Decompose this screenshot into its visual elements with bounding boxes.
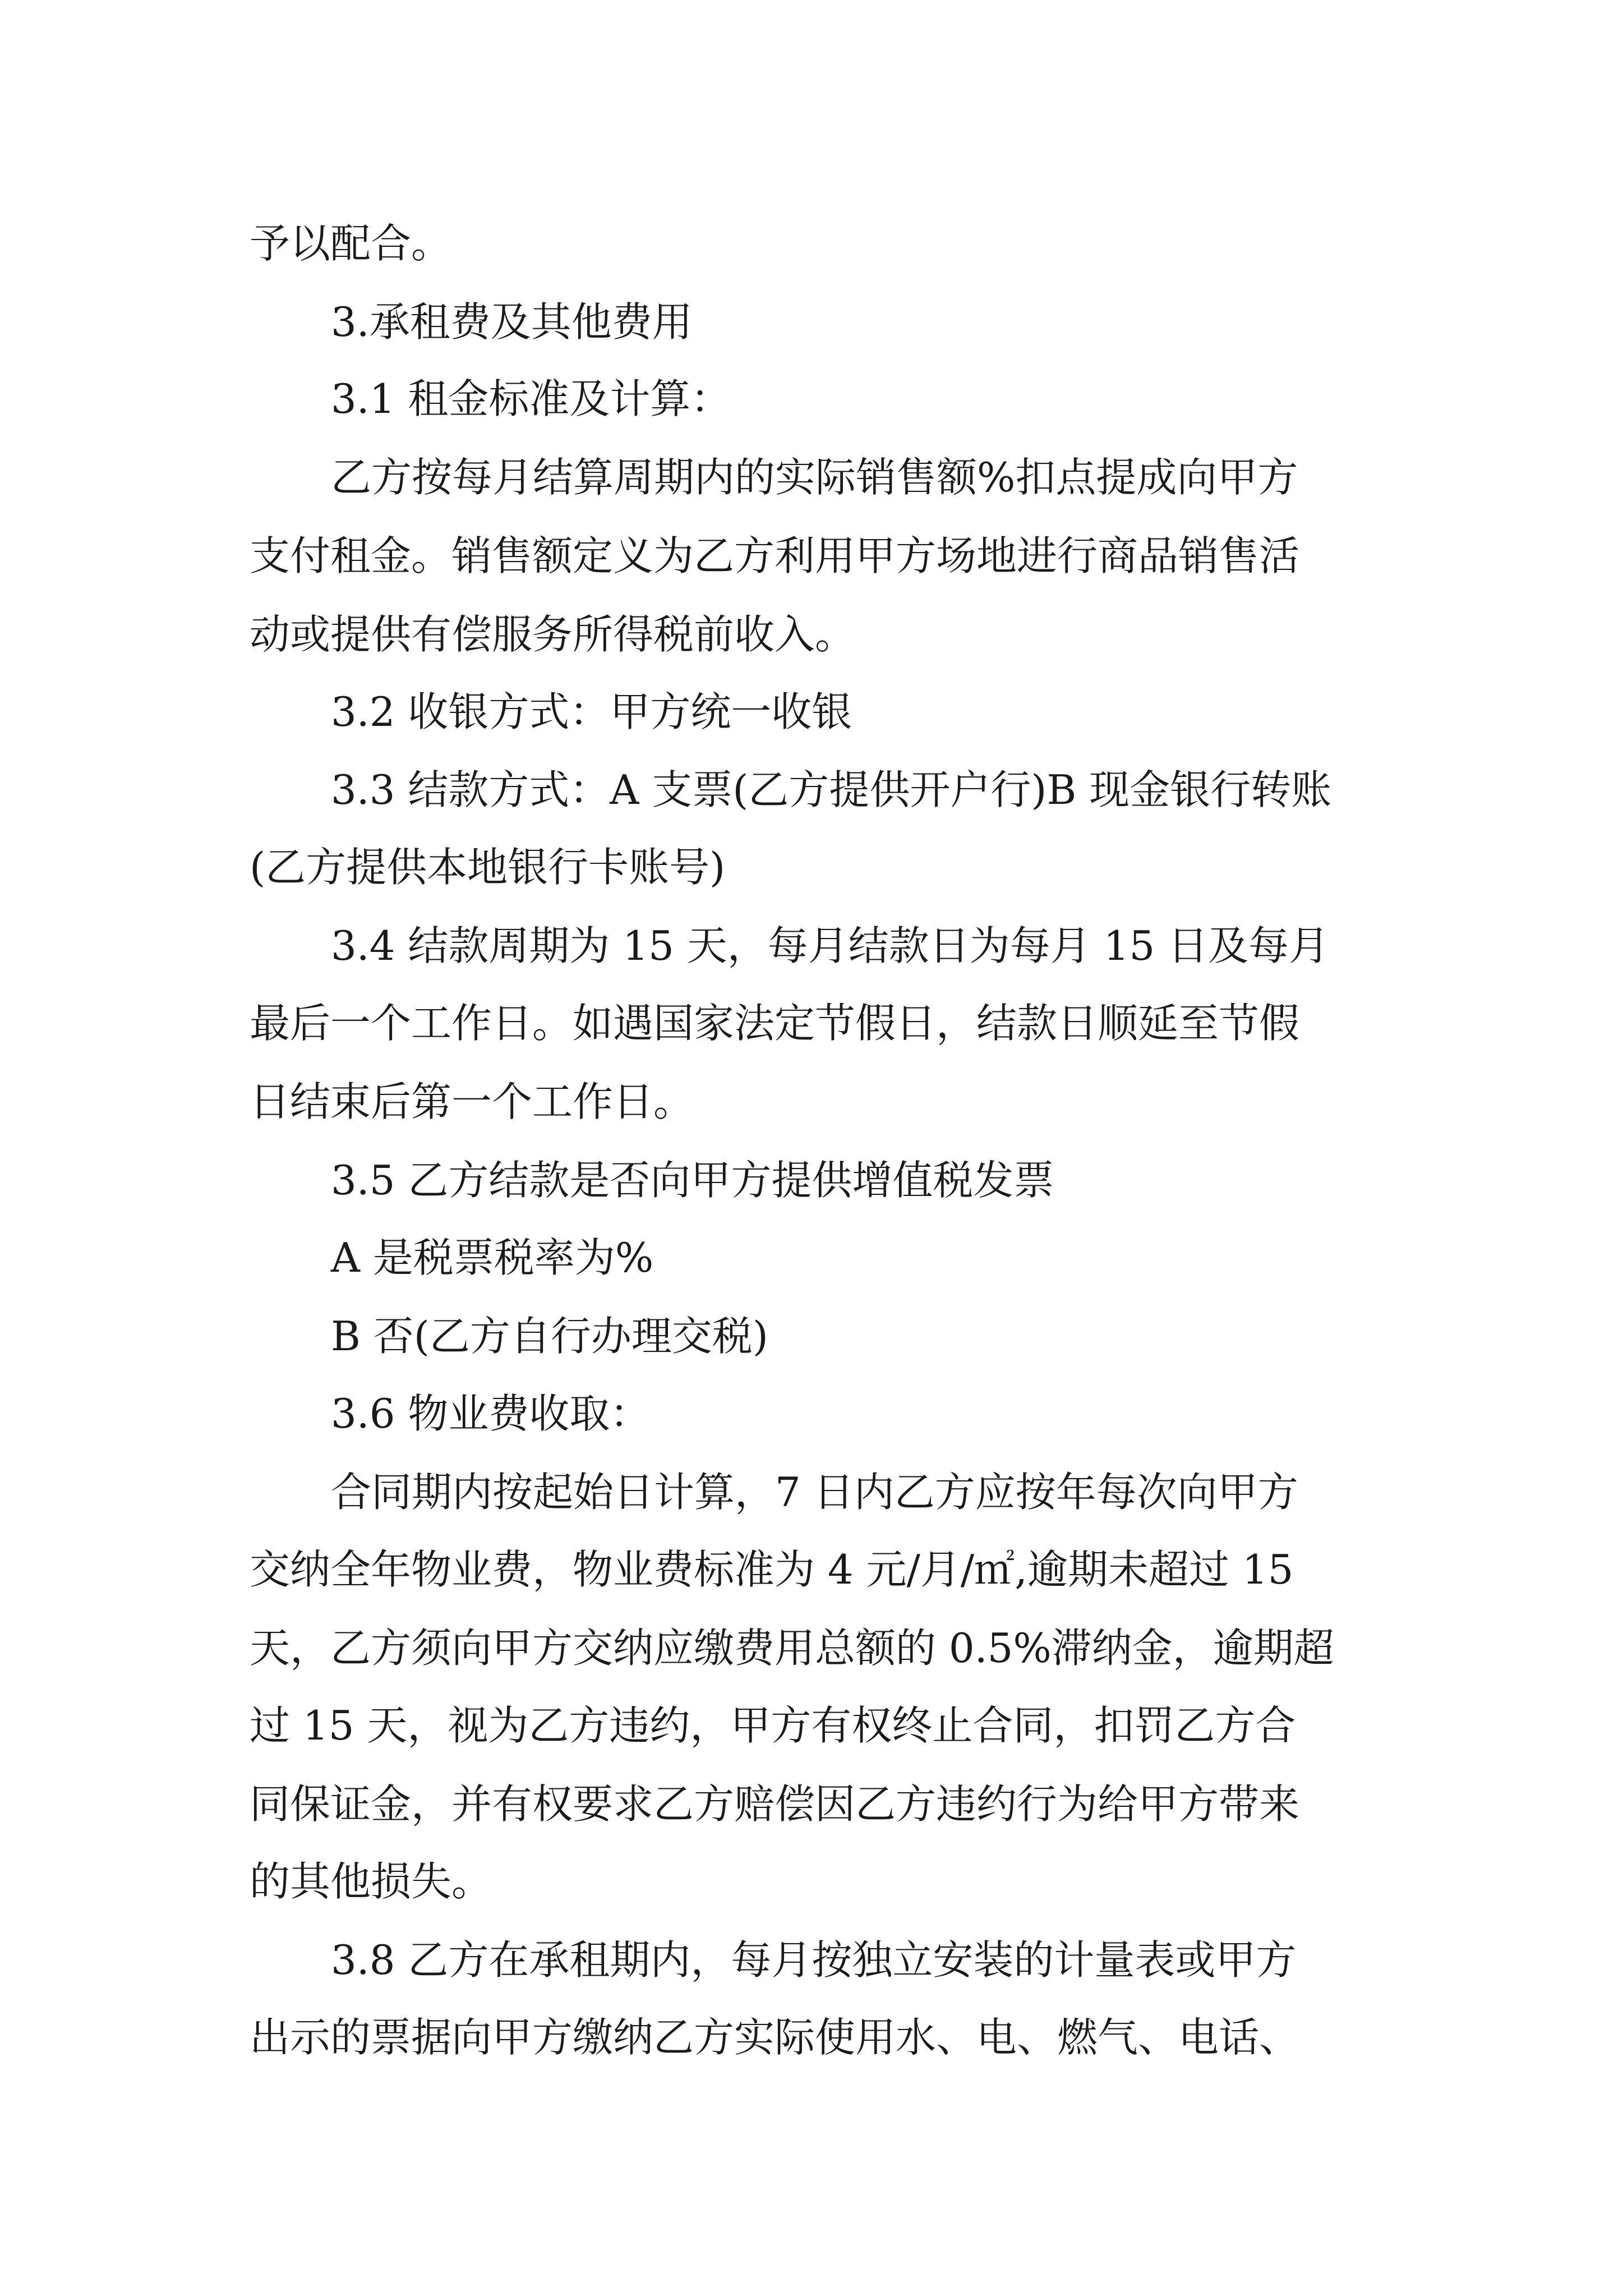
subsection-heading: 3.6 物业费收取：: [331, 1390, 651, 1437]
option-line: B 否(乙方自行办理交税): [331, 1313, 768, 1360]
text-line: 予以配合。: [250, 220, 452, 267]
text-line: 天，乙方须向甲方交纳应缴费用总额的 0.5%滞纳金，逾期超: [250, 1625, 1334, 1672]
subsection-heading: 3.4 结款周期为 15 天，每月结款日为每月 15 日及每月: [331, 922, 1330, 969]
text-line: 合同期内按起始日计算，7 日内乙方应按年每次向甲方: [331, 1469, 1298, 1516]
text-line: 的其他损失。: [250, 1858, 492, 1905]
text-line: (乙方提供本地银行卡账号): [250, 844, 726, 891]
text-line: 日结束后第一个工作日。: [250, 1078, 694, 1125]
subsection-heading: 3.1 租金标准及计算：: [331, 375, 731, 422]
option-line: A 是税票税率为%: [331, 1234, 654, 1281]
text-line: 同保证金，并有权要求乙方赔偿因乙方违约行为给甲方带来: [250, 1780, 1300, 1828]
text-line: 交纳全年物业费，物业费标准为 4 元/月/㎡,逾期未超过 15: [250, 1546, 1294, 1593]
subsection-heading: 3.8 乙方在承租期内，每月按独立安装的计量表或甲方: [331, 1936, 1297, 1984]
subsection-heading: 3.2 收银方式：甲方统一收银: [331, 688, 852, 735]
text-line: 支付租金。销售额定义为乙方利用甲方场地进行商品销售活: [250, 532, 1300, 579]
subsection-heading: 3.3 结款方式：A 支票(乙方提供开户行)B 现金银行转账: [331, 766, 1332, 813]
text-line: 过 15 天，视为乙方违约，甲方有权终止合同，扣罚乙方合: [250, 1702, 1296, 1749]
text-line: 最后一个工作日。如遇国家法定节假日，结款日顺延至节假: [250, 1000, 1300, 1047]
text-line: 出示的票据向甲方缴纳乙方实际使用水、电、燃气、电话、: [250, 2014, 1300, 2061]
text-line: 动或提供有偿服务所得税前收入。: [250, 611, 856, 658]
text-line: 乙方按每月结算周期内的实际销售额%扣点提成向甲方: [331, 454, 1298, 501]
subsection-heading: 3.5 乙方结款是否向甲方提供增值税发票: [331, 1157, 1054, 1204]
section-heading: 3.承租费及其他费用: [331, 298, 693, 346]
